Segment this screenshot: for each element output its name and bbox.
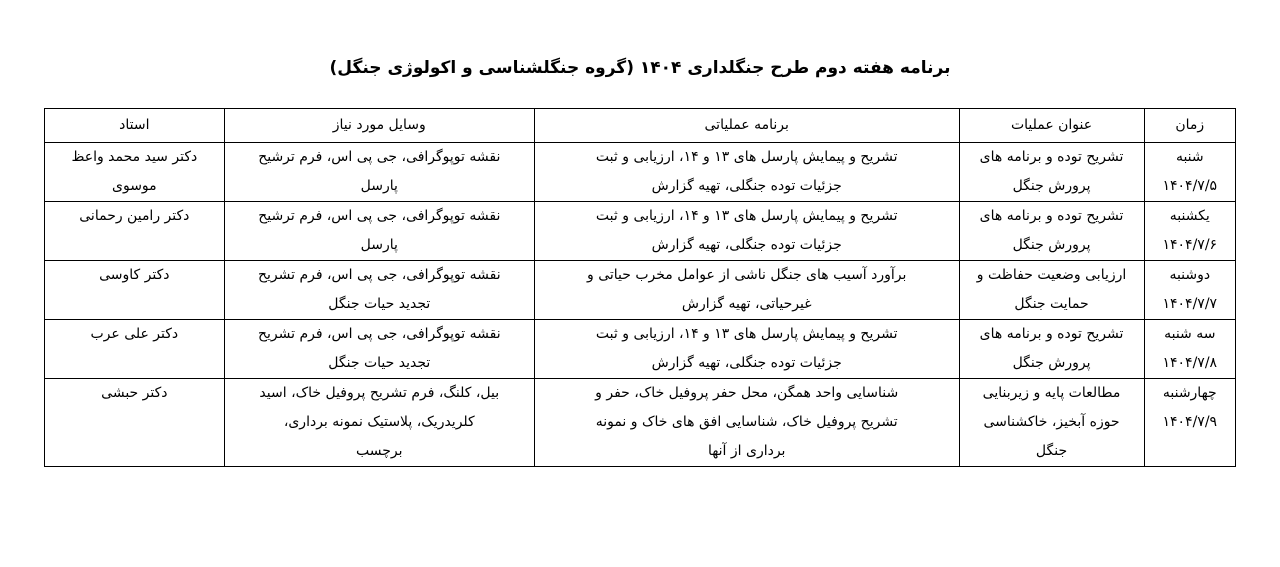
tools-line: پارسل (360, 237, 398, 253)
date: ۱۴۰۴/۷/۵ (1162, 178, 1218, 194)
program-line: تشریح و پیمایش پارسل های ۱۳ و ۱۴، ارزیابی و ثبت (595, 149, 898, 165)
time-cell (1144, 143, 1235, 202)
tools-cell (224, 202, 534, 261)
table-header-row (45, 109, 1236, 143)
title-line: حوزه آبخیز، خاکشناسی (983, 414, 1120, 430)
tools-line: تجدید حیات جنگل (328, 296, 431, 312)
page-title: برنامه هفته دوم طرح جنگلداری ۱۴۰۴ (گروه جنگلشناسی و اکولوژی جنگل) (329, 58, 951, 78)
program-line: تشریح پروفیل خاک، شناسایی افق های خاک و نمونه (595, 414, 898, 430)
title-cell (959, 261, 1144, 320)
teacher-cell (45, 379, 225, 467)
teacher-cell (45, 143, 225, 202)
day-name: سه شنبه (1164, 326, 1216, 342)
time-cell (1144, 320, 1235, 379)
tools-line: بیل، کلنگ، فرم تشریح پروفیل خاک، اسید (259, 385, 500, 401)
program-cell (534, 202, 959, 261)
title-line: تشریح توده و برنامه های (979, 208, 1124, 224)
tools-line: پارسل (360, 178, 398, 194)
title-line: پرورش جنگل (1012, 355, 1091, 371)
table-row (45, 379, 1236, 467)
program-line: جزئیات توده جنگلی، تهیه گزارش (651, 178, 842, 194)
header-program: برنامه عملیاتی (534, 109, 959, 143)
program-line: برآورد آسیب های جنگل ناشی از عوامل مخرب حیاتی و (586, 267, 907, 283)
program-cell (534, 379, 959, 467)
header-title: عنوان عملیات (959, 109, 1144, 143)
date: ۱۴۰۴/۷/۸ (1162, 355, 1218, 371)
tools-line: تجدید حیات جنگل (328, 355, 431, 371)
teacher-line: دکتر کاوسی (99, 267, 170, 283)
tools-cell (224, 143, 534, 202)
tools-line: نقشه توپوگرافی، جی پی اس، فرم ترشیح (258, 149, 501, 165)
header-time: زمان (1144, 109, 1235, 143)
table-row (45, 261, 1236, 320)
program-line: غیرحیاتی، تهیه گزارش (681, 296, 812, 312)
tools-line: کلریدریک، پلاستیک نمونه برداری، (283, 414, 475, 430)
tools-line: نقشه توپوگرافی، جی پی اس، فرم تشریح (257, 326, 501, 342)
teacher-line: دکتر سید محمد واعظ (71, 149, 198, 165)
program-cell (534, 320, 959, 379)
program-line: تشریح و پیمایش پارسل های ۱۳ و ۱۴، ارزیابی و ثبت (595, 326, 898, 342)
teacher-line: دکتر حبشی (101, 385, 168, 401)
table-row (45, 143, 1236, 202)
program-line: جزئیات توده جنگلی، تهیه گزارش (651, 237, 842, 253)
day-name: دوشنبه (1169, 267, 1211, 283)
table-row (45, 202, 1236, 261)
program-cell (534, 261, 959, 320)
title-line: مطالعات پایه و زیربنایی (982, 385, 1121, 401)
date: ۱۴۰۴/۷/۶ (1162, 237, 1218, 253)
tools-cell (224, 320, 534, 379)
program-line: تشریح و پیمایش پارسل های ۱۳ و ۱۴، ارزیابی و ثبت (595, 208, 898, 224)
schedule-table (44, 108, 1236, 467)
date: ۱۴۰۴/۷/۷ (1162, 296, 1218, 312)
teacher-cell (45, 320, 225, 379)
tools-line: نقشه توپوگرافی، جی پی اس، فرم تشریح (257, 267, 501, 283)
title-cell (959, 143, 1144, 202)
day-name: یکشنبه (1169, 208, 1210, 224)
tools-cell (224, 261, 534, 320)
teacher-cell (45, 202, 225, 261)
time-cell (1144, 261, 1235, 320)
title-cell (959, 379, 1144, 467)
day-name: چهارشنبه (1162, 385, 1217, 401)
header-tools: وسایل مورد نیاز (224, 109, 534, 143)
teacher-line: دکتر علی عرب (90, 326, 179, 342)
program-line: شناسایی واحد همگن، محل حفر پروفیل خاک، حفر و (595, 385, 899, 401)
teacher-cell (45, 261, 225, 320)
tools-line: برچسب (356, 443, 403, 459)
title-line: تشریح توده و برنامه های (979, 149, 1124, 165)
time-cell (1144, 202, 1235, 261)
date: ۱۴۰۴/۷/۹ (1162, 414, 1218, 430)
tools-cell (224, 379, 534, 467)
time-cell (1144, 379, 1235, 467)
tools-line: نقشه توپوگرافی، جی پی اس، فرم ترشیح (258, 208, 501, 224)
title-line: تشریح توده و برنامه های (979, 326, 1124, 342)
program-line: جزئیات توده جنگلی، تهیه گزارش (651, 355, 842, 371)
title-line: جنگل (1035, 443, 1068, 459)
title-line: ارزیابی وضعیت حفاظت و (976, 267, 1127, 283)
teacher-line: دکتر رامین رحمانی (79, 208, 190, 224)
title-cell (959, 202, 1144, 261)
header-teacher: استاد (45, 109, 225, 143)
title-line: پرورش جنگل (1012, 237, 1091, 253)
program-line: برداری از آنها (707, 443, 786, 459)
title-line: پرورش جنگل (1012, 178, 1091, 194)
title-cell (959, 320, 1144, 379)
program-cell (534, 143, 959, 202)
title-line: حمایت جنگل (1014, 296, 1089, 312)
day-name: شنبه (1175, 149, 1204, 165)
teacher-line: موسوی (112, 178, 157, 194)
table-row (45, 320, 1236, 379)
